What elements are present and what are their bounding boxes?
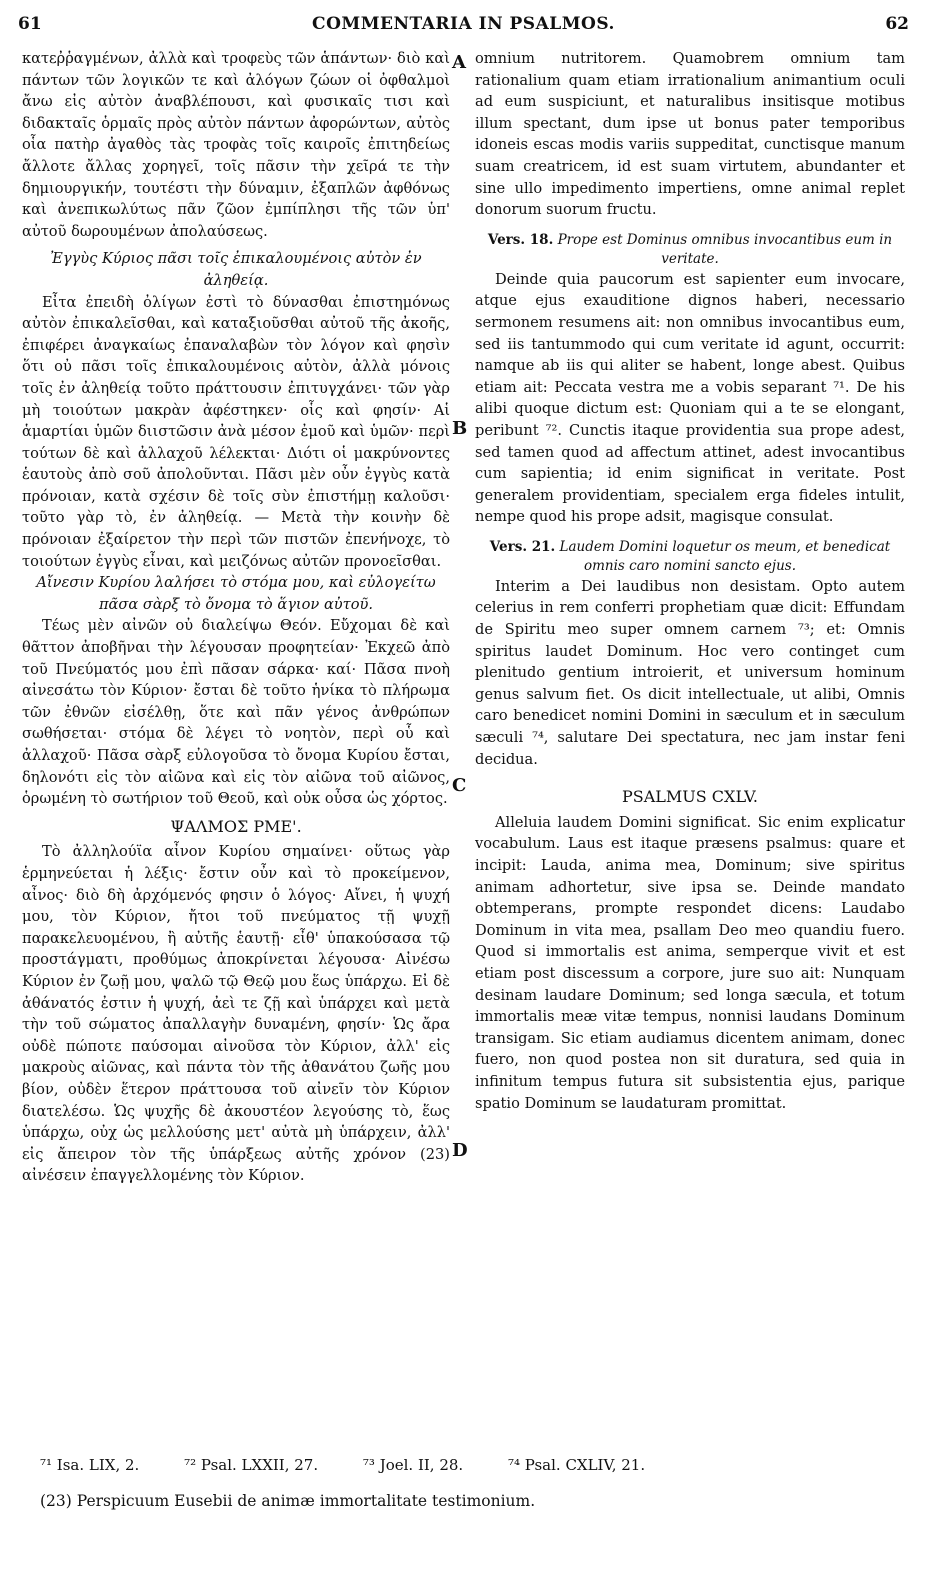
editor-note-23: (23) Perspicuum Eusebii de animæ immortalitate testimonium. [40,1492,536,1510]
greek-verse-18: Ἐγγὺς Κύριος πᾶσι τοῖς ἐπικαλουμένοις αὐτὸν ἐν ἀληθείᾳ. [50,250,422,289]
latin-paragraph-3: Interim a Dei laudibus non desistam. Opto autem celerius in rem conferri prophetiam quæ dicit: Effundam de Spiritu meo super omnem carnem ⁷³; et: Omnis spiritus laudet Dominum. Hoc vero continget cum plenitudo gentium introierit, et universum hominum genus salvum fiet. Os dicit intellectuale, ut alibi, Omnis caro benedicet nomini Domini in sæculum et in sæculum sæculi ⁷⁴, salutare Dei spectatura, nec jam instar feni decidua. [475,577,905,768]
greek-paragraph-2: Εἶτα ἐπειδὴ ὀλίγων ἐστὶ τὸ δύνασθαι ἐπιστημόνως αὐτὸν ἐπικαλεῖσθαι, καὶ καταξιοῦσθαι αὐτοῦ τῆς ἀκοῆς, ἐπιφέρει ἀναγκαίως ἐπαναλαβὼν τὸν λόγον καὶ φησὶν ὅτι οὐ πᾶσι τοῖς ἐπικαλουμένοις αὐτὸν, ἀλλὰ μόνοις τοῖς ἐν ἀληθείᾳ τοῦτο πράττουσιν ἐπιτυγχάνει· τῶν γὰρ μὴ τοιούτων μακρὰν ἀφέστηκεν· οἷς καὶ φησίν· Αἱ ἁμαρτίαι ὑμῶν διιστῶσιν ἀνὰ μέσον ἐμοῦ καὶ ὑμῶν· περὶ τούτων δὲ καὶ ἀλλαχοῦ λέλεκται· Διότι οἱ μακρύνοντες ἑαυτοὺς ἀπὸ σοῦ ἀπολοῦνται. Πᾶσι μὲν οὖν ἐγγὺς κατὰ πρόνοιαν, κατὰ σχέσιν δὲ τοῖς σὺν ἐπιστήμῃ καλοῦσι· τοῦτο γὰρ τὸ, ἐν ἀληθείᾳ. — Μετὰ τὴν κοινὴν δὲ πρόνοιαν ἐξαίρετον τὴν περὶ τῶν πιστῶν ἐπενήνοχε, τὸ τοιούτων ἐγγὺς εἶναι, καὶ μειζόνως αὐτῶν προνοεῖσθαι. [22,293,450,570]
margin-letter-a: A [452,52,466,73]
footnote-74: ⁷⁴ Psal. CXLIV, 21. [507,1456,646,1474]
latin-verse-18-text: Prope est Dominus omnibus invocantibus eum in veritate. [557,231,893,267]
footnote-71: ⁷¹ Isa. LIX, 2. [40,1456,140,1474]
page-number-left: 61 [18,14,42,34]
footnote-72: ⁷² Psal. LXXII, 27. [184,1456,319,1474]
latin-paragraph-1: omnium nutritorem. Quamobrem omnium tam rationalium quam etiam irrationalium animantium oculi ad eum suspiciunt, et naturalibus insitisque motibus illum spectant, dum ipse ut bonus pater temporibus idoneis escas modis variis suppeditat, cunctisque manum suam creatricem, id est suam virtutem, abundanter et sine ullo impedimento impertiens, omne animal replet donorum suorum fructu. [475,50,905,219]
latin-verse-21-text: Laudem Domini loquetur os meum, et benedicat omnis caro nomini sancto ejus. [559,538,891,574]
page-header [18,14,909,40]
latin-verse-21-number: Vers. 21. [489,538,556,555]
margin-letter-d: D [452,1140,468,1161]
margin-letter-c: C [452,775,467,796]
latin-paragraph-2: Deinde quia paucorum est sapienter eum invocare, atque ejus exauditione dignos haberi, necessario sermonem resumens ait: non omnibus invocantibus eum, sed iis tantummodo qui cum veritate id agunt, occurrit: namque ab iis qui aliter se habent, longe abest. Quibus etiam ait: Peccata vestra me a vobis separant ⁷¹. De his alibi quoque dictum est: Quoniam qui a te se elongant, peribunt ⁷². Cunctis itaque providentia sua prope adest, sed tamen quod ad affectum attinet, adest invocantibus cum sapientia; id enim significat in veritate. Post generalem providentiam, specialem erga fideles intulit, nempe quod his prope adsit, magisque consulat. [475,270,905,526]
footnote-73: ⁷³ Joel. II, 28. [362,1456,464,1474]
latin-psalm-title: PSALMUS CXLV. [621,787,759,807]
greek-paragraph-3: Τέως μὲν αἰνῶν οὐ διαλείψω Θεόν. Εὔχομαι δὲ καὶ θᾶττον ἀποβῆναι τὴν λέγουσαν προφητείαν· Ἐκχεῶ ἀπὸ τοῦ Πνεύματός μου ἐπὶ πᾶσαν σάρκα· καί· Πᾶσα πνοὴ αἰνεσάτω τὸν Κύριον· ἔσται δὲ τοῦτο ἡνίκα τὸ πλήρωμα τῶν ἐθνῶν εἰσέλθῃ, ὅτε καὶ πᾶν γένος ἀνθρώπων σωθήσεται· στόμα δὲ λέγει τὸ νοητὸν, περὶ οὗ καὶ ἀλλαχοῦ· Πᾶσα σὰρξ εὐλογοῦσα τὸ ὄνομα Κυρίου ἔσται, δηλονότι εἰς τὸν αἰῶνα καὶ εἰς τὸν αἰῶνα τοῦ αἰῶνος, ὁρωμένη τὸ σωτήριον τοῦ Θεοῦ, καὶ οὐκ οὖσα ὡς χόρτος. [22,617,450,808]
margin-letter-b: B [452,418,468,439]
latin-verse-18 [475,231,905,269]
page-number-right: 62 [885,14,909,34]
latin-column [475,48,905,1114]
latin-verse-21 [475,538,905,576]
running-title: COMMENTARIA IN PSALMOS. [312,14,615,34]
greek-paragraph-4: Τὸ ἀλληλούϊα αἶνον Κυρίου σημαίνει· οὕτως γὰρ ἑρμηνεύεται ἡ λέξις· ἔστιν οὖν καὶ τὸ προκείμενον, αἶνος· διὸ δὴ ἀρχόμενός φησιν ὁ λόγος· Αἴνει, ἡ ψυχή μου, τὸν Κύριον, ἤτοι τοῦ πνεύματος τῇ ψυχῇ παρακελευομένου, ἢ αὐτῆς ἑαυτῇ· εἶθ' ὑπακούσασα τῷ προστάγματι, προθύμως ἀποκρίνεται λέγουσα· Αἰνέσω Κύριον ἐν ζωῇ μου, ψαλῶ τῷ Θεῷ μου ἕως ὑπάρχω. Εἰ δὲ ἀθάνατός ἐστιν ἡ ψυχή, ἀεὶ τε ζῇ καὶ ὑπάρχει καὶ μετὰ τὴν τοῦ σώματος ἀπαλλαγὴν δυναμένη, φησίν· Ὡς ἄρα οὐδὲ πώποτε παύσομαι αἰνοῦσα τὸν Κύριον, ἀλλ' εἰς μακροὺς αἰῶνας, καὶ πάντα τὸν τῆς ἀθανάτου ζωῆς μου βίον, οὐδὲν ἕτερον πράττουσα τοῦ αἰνεῖν τὸν Κύριον διατελέσω. Ὡς ψυχῆς δὲ ἀκουστέον λεγούσης τὸ, ἕως ὑπάρχω, οὐχ ὡς μελλούσης μετ' αὐτὰ μὴ ὑπάρχειν, ἀλλ' εἰς ἄπειρον τὸν τῆς ὑπάρξεως αὐτῆς χρόνον (23) αἰνέσειν ἐπαγγελλομένης τὸν Κύριον. [22,843,450,1185]
greek-paragraph-1: κατεῤῥαγμένων, ἀλλὰ καὶ τροφεὺς τῶν ἁπάντων· διὸ καὶ πάντων τῶν λογικῶν τε καὶ ἀλόγων ζώων οἱ ὀφθαλμοὶ ἄνω εἰς αὐτὸν ἀναβλέπουσι, καὶ φυσικαῖς τισι καὶ διδακταῖς ὁρμαῖς πρὸς αὐτὸν πάντων ἀφορώντων, αὐτὸς οἷα πατὴρ ἀγαθὸς τὰς τροφὰς τοῖς καιροῖς ἐπιτηδείως ἄλλοτε ἄλλας χορηγεῖ, τοῖς πᾶσιν τὴν χεῖρά τε τὴν δημιουργικήν, τουτέστι τὴν δύναμιν, ἐξαπλῶν ἀφθόνως καὶ ἀνεπικωλύτως πᾶν ζῶον ἐμπίπλησι τῆς τῶν ὑπ' αὐτοῦ δωρουμένων ἀπολαύσεως. [22,50,450,240]
latin-paragraph-4: Alleluia laudem Domini significat. Sic enim explicatur vocabulum. Laus est itaque præsens psalmus: quare et incipit: Lauda, anima mea, Dominum; sive spiritus animam adhortetur, sive ipsa se. Deinde mandato obtemperans, prompte respondet dicens: Laudabo Dominum in vita mea, psallam Deo meo quandiu fuero. Quod si immortalis est anima, semperque vivit et est etiam post discessum a corpore, jure suo ait: Nunquam desinam laudare Dominum; sed longa sæcula, et totum immortalis meæ vitæ tempus, nonnisi laudans Dominum transigam. Sic etiam audiamus dicentem animam, donec fuero, non quod postea non sit duratura, sed quia in infinitum tempus futura sit subsistentia ejus, parique spatio Dominum se laudaturam promittat. [475,813,905,1112]
greek-verse-21: Αἴνεσιν Κυρίου λαλήσει τὸ στόμα μου, καὶ εὐλογείτω πᾶσα σὰρξ τὸ ὄνομα τὸ ἅγιον αὐτοῦ. [36,574,436,613]
footnotes [40,1456,685,1474]
greek-psalm-title: ΨΑΛΜΟΣ ΡΜΕ'. [170,816,302,836]
greek-column [22,48,450,1187]
latin-verse-18-number: Vers. 18. [487,231,554,248]
